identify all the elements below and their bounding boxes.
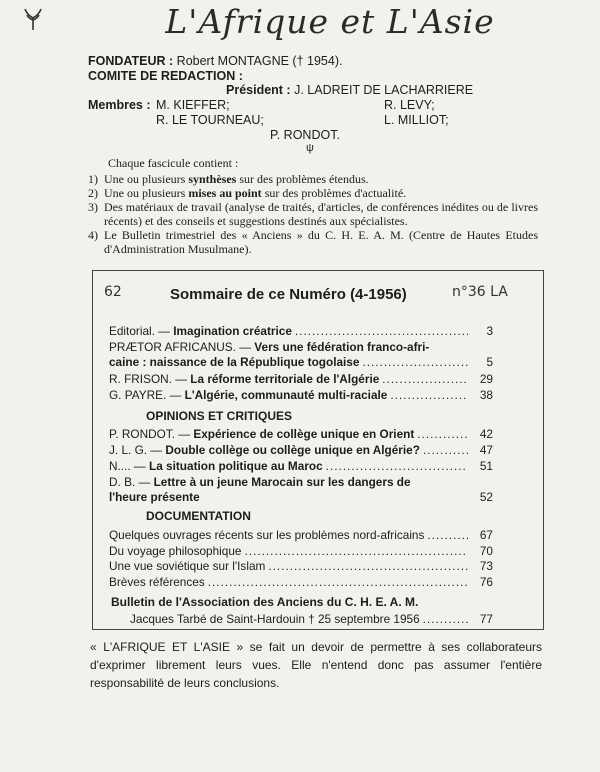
toc-entry: Editorial. — Imagination créatrice ..... 3 [109, 324, 493, 338]
toc-page: 73 [479, 559, 493, 573]
president-label: Président : [226, 83, 291, 97]
item-text: Le Bulletin trimestriel des « Anciens » du C. H. E. A. M. (Centre de Hautes Etudes d'Administration Musulmane). [104, 228, 538, 256]
ornament-glyph: ψ [306, 142, 314, 154]
toc-entry: Quelques ouvrages récents sur les problèmes nord-africains ..... 67 [109, 528, 493, 542]
item-number: 1) [88, 172, 98, 186]
item-number: 3) [88, 200, 98, 214]
toc-entry: N.... — La situation politique au Maroc ..... 51 [109, 459, 493, 473]
toc-entry: Jacques Tarbé de Saint-Hardouin † 25 septembre 1956 ..... 77 [130, 612, 493, 626]
member-name: R. LE TOURNEAU; [156, 113, 264, 127]
toc-page: 51 [479, 459, 493, 473]
fondateur-label: FONDATEUR : [88, 54, 174, 68]
item-text: Une ou plusieurs synthèses sur des problèmes étendus. [104, 172, 369, 186]
toc-entry: PRÆTOR AFRICANUS. — Vers une fédération franco-afri- [109, 340, 430, 354]
toc-entry: R. FRISON. — La réforme territoriale de l'Algérie ..... 29 [109, 372, 493, 386]
toc-entry: P. RONDOT. — Expérience de collège unique en Orient ..... 42 [109, 427, 493, 441]
item-text: Des matériaux de travail (analyse de traités, d'articles, de conférences inédites ou de livres récents) et des conseils et suggestions destinés aux spécialistes. [104, 200, 538, 228]
toc-page: 5 [486, 355, 493, 369]
footer-notice: « L'AFRIQUE ET L'ASIE » se fait un devoir de permettre à ses collaborateurs d'exprimer librement leurs vues. Elle n'entend donc pas assumer l'entière responsabilité de leurs conclusions. [90, 640, 542, 690]
toc-page: 47 [479, 443, 493, 457]
item-text: Une ou plusieurs mises au point sur des problèmes d'actualité. [104, 186, 407, 200]
member-name: P. RONDOT. [270, 128, 340, 142]
president-value: J. LADREIT DE LACHARRIERE [294, 83, 474, 97]
toc-entry: D. B. — Lettre à un jeune Marocain sur les dangers de [109, 475, 411, 489]
toc-page: 70 [479, 544, 493, 558]
sommaire-title: Sommaire de ce Numéro (4-1956) [170, 286, 407, 303]
fondateur-line [88, 54, 342, 68]
masthead-title: L'Afrique et L'Asie [165, 2, 495, 41]
toc-entry: J. L. G. — Double collège ou collège unique en Algérie? ..... 47 [109, 443, 493, 457]
fascicule-item [88, 186, 538, 200]
fascicule-intro: Chaque fascicule contient : [108, 156, 239, 170]
fondateur-value: Robert MONTAGNE († 1954). [176, 54, 343, 68]
toc-entry: Brèves références ..... 76 [109, 575, 493, 589]
section-heading-opinions: OPINIONS ET CRITIQUES [146, 409, 293, 423]
member-name: R. LEVY; [384, 98, 435, 112]
toc-page: 29 [479, 372, 493, 386]
fascicule-contents [88, 156, 538, 256]
toc-page: 76 [479, 575, 493, 589]
toc-page: 67 [479, 528, 493, 542]
toc-entry: G. PAYRE. — L'Algérie, communauté multi-raciale ..... 38 [109, 388, 493, 402]
toc-page: 38 [479, 388, 493, 402]
toc-entry-continuation: l'heure présente 52 [109, 490, 493, 504]
member-name: L. MILLIOT; [384, 113, 449, 127]
comite-label: COMITE DE REDACTION : [88, 69, 243, 83]
toc-entry: Du voyage philosophique ..... 70 [109, 544, 493, 558]
fascicule-item [88, 228, 538, 256]
fascicule-item [88, 200, 538, 228]
item-number: 2) [88, 186, 98, 200]
handwritten-note-right: n°36 LA [452, 284, 508, 300]
item-number: 4) [88, 228, 98, 242]
handwritten-note-left: 62 [104, 284, 122, 300]
toc-entry: Une vue soviétique sur l'Islam ..... 73 [109, 559, 493, 573]
president-line [226, 83, 473, 97]
bulletin-heading: Bulletin de l'Association des Anciens du C. H. E. A. M. [111, 595, 419, 609]
section-heading-documentation: DOCUMENTATION [146, 509, 251, 523]
membres-label: Membres : [88, 98, 151, 112]
toc-page: 52 [479, 490, 493, 504]
toc-page: 42 [479, 427, 493, 441]
fascicule-item [88, 172, 538, 186]
member-name: M. KIEFFER; [156, 98, 230, 112]
toc-page: 77 [479, 612, 493, 626]
toc-entry-continuation: caine : naissance de la République togolaise ..... 5 [109, 355, 493, 369]
toc-page: 3 [486, 324, 493, 338]
corner-ornament-icon [22, 8, 44, 32]
